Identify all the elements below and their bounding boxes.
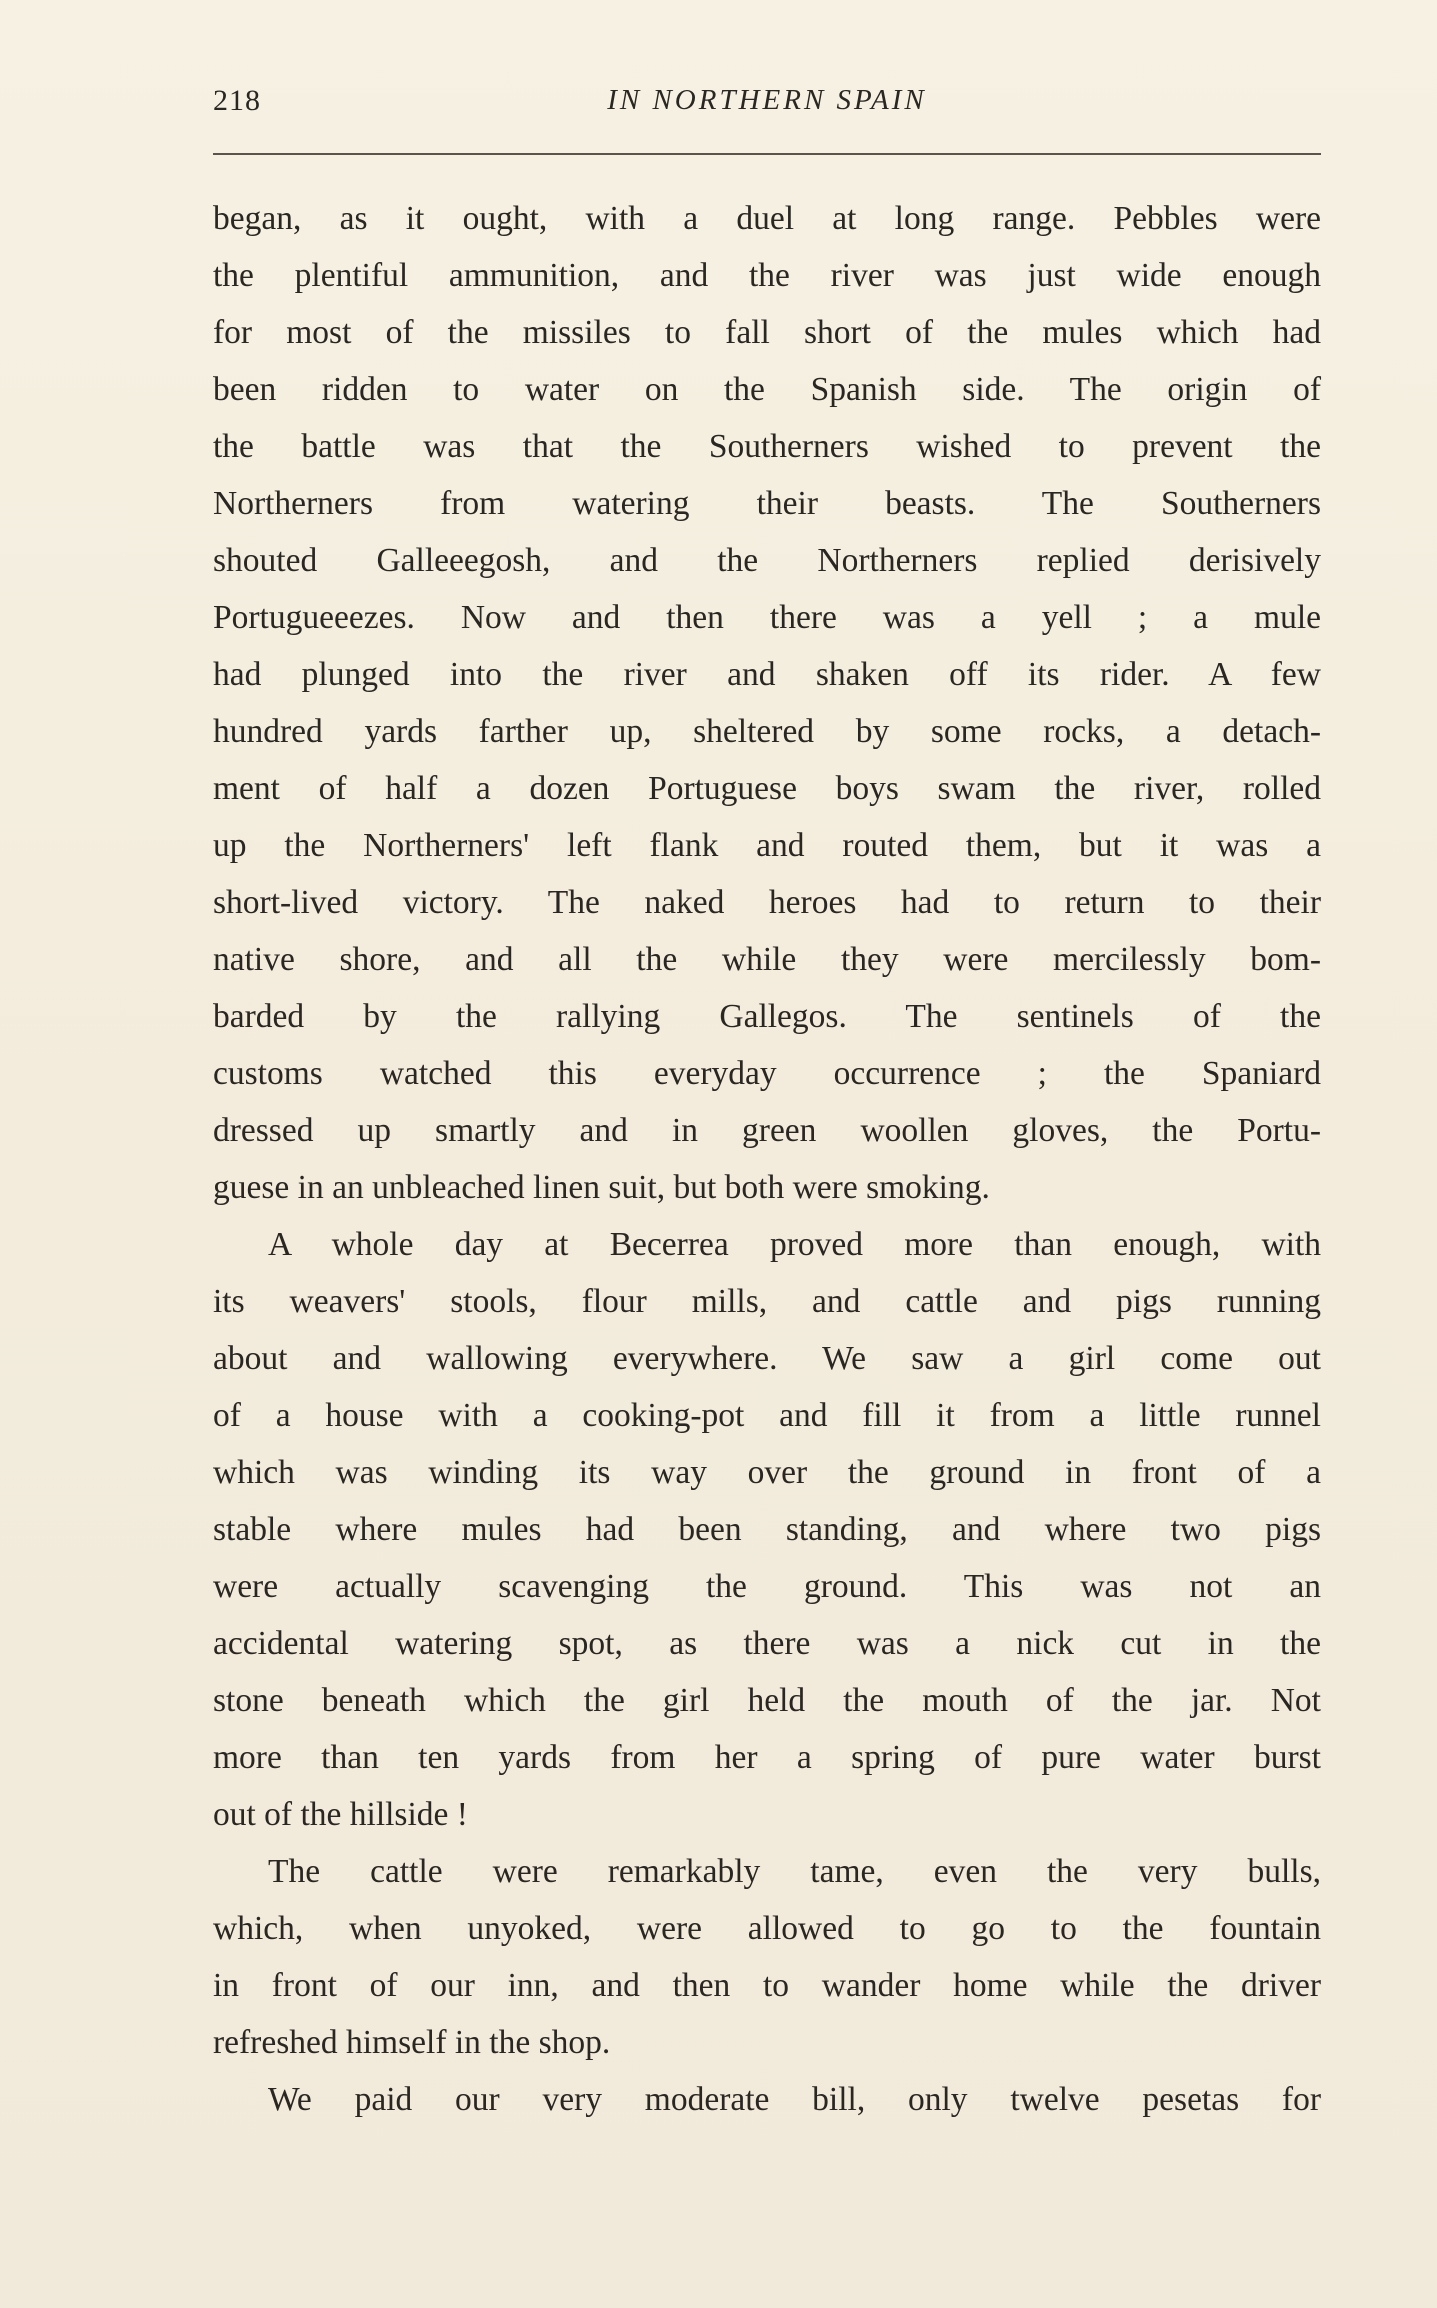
text-line: barded by the rallying Gallegos. The sentinels of the <box>213 998 1321 1035</box>
body-text <box>213 190 1321 2128</box>
text-line: of a house with a cooking-pot and fill it from a little runnel <box>213 1397 1321 1434</box>
text-line: Northerners from watering their beasts. The Southerners <box>213 485 1321 522</box>
text-line: short-lived victory. The naked heroes had to return to their <box>213 884 1321 921</box>
text-line: more than ten yards from her a spring of pure water burst <box>213 1739 1321 1776</box>
text-line: A whole day at Becerrea proved more than enough, with <box>268 1226 1321 1263</box>
text-line: shouted Galleeegosh, and the Northerners replied derisively <box>213 542 1321 579</box>
text-line: hundred yards farther up, sheltered by some rocks, a detach- <box>213 713 1321 750</box>
page-header <box>213 84 1321 132</box>
text-line: guese in an unbleached linen suit, but both were smoking. <box>213 1169 990 1206</box>
text-line: dressed up smartly and in green woollen gloves, the Portu- <box>213 1112 1321 1149</box>
text-line: in front of our inn, and then to wander home while the driver <box>213 1967 1321 2004</box>
text-line: stone beneath which the girl held the mouth of the jar. Not <box>213 1682 1321 1719</box>
text-line: the plentiful ammunition, and the river was just wide enough <box>213 257 1321 294</box>
text-line: been ridden to water on the Spanish side. The origin of <box>213 371 1321 408</box>
text-line: customs watched this everyday occurrence ; the Spaniard <box>213 1055 1321 1092</box>
text-line: The cattle were remarkably tame, even the very bulls, <box>268 1853 1321 1890</box>
text-line: had plunged into the river and shaken off its rider. A few <box>213 656 1321 693</box>
running-head: IN NORTHERN SPAIN <box>607 84 927 116</box>
text-line: We paid our very moderate bill, only twelve pesetas for <box>268 2081 1321 2118</box>
page-number: 218 <box>213 84 261 117</box>
text-line: were actually scavenging the ground. This was not an <box>213 1568 1321 1605</box>
text-line: the battle was that the Southerners wished to prevent the <box>213 428 1321 465</box>
text-line: stable where mules had been standing, and where two pigs <box>213 1511 1321 1548</box>
text-line: out of the hillside ! <box>213 1796 468 1833</box>
text-line: up the Northerners' left flank and routed them, but it was a <box>213 827 1321 864</box>
text-line: its weavers' stools, flour mills, and cattle and pigs running <box>213 1283 1321 1320</box>
text-line: for most of the missiles to fall short of the mules which had <box>213 314 1321 351</box>
header-rule <box>213 153 1321 155</box>
text-line: refreshed himself in the shop. <box>213 2024 611 2061</box>
text-line: Portugueeezes. Now and then there was a yell ; a mule <box>213 599 1321 636</box>
text-line: which was winding its way over the ground in front of a <box>213 1454 1321 1491</box>
text-line: about and wallowing everywhere. We saw a girl come out <box>213 1340 1321 1377</box>
text-line: ment of half a dozen Portuguese boys swam the river, rolled <box>213 770 1321 807</box>
text-line: began, as it ought, with a duel at long range. Pebbles were <box>213 200 1321 237</box>
text-line: which, when unyoked, were allowed to go to the fountain <box>213 1910 1321 1947</box>
text-line: native shore, and all the while they were mercilessly bom- <box>213 941 1321 978</box>
text-line: accidental watering spot, as there was a nick cut in the <box>213 1625 1321 1662</box>
